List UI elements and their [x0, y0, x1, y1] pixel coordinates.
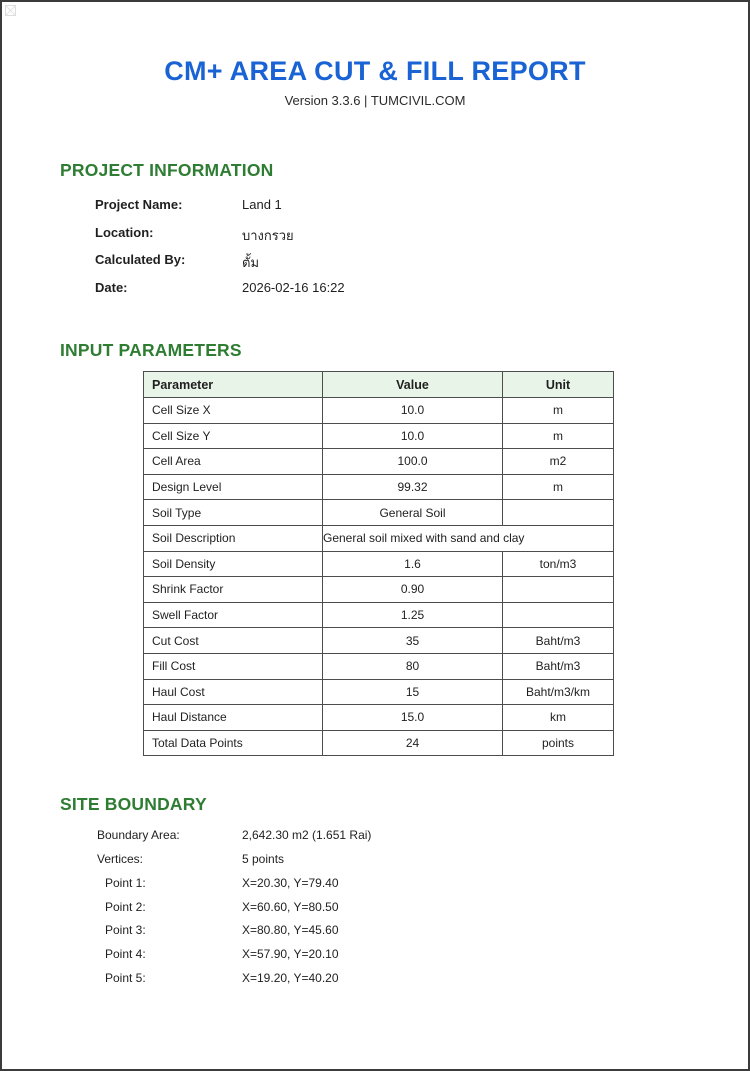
cell-parameter: Cell Size Y — [144, 423, 323, 449]
cell-unit — [503, 577, 614, 603]
cell-parameter: Soil Description — [144, 525, 323, 551]
section-heading-input-parameters: INPUT PARAMETERS — [60, 340, 242, 361]
table-row — [144, 397, 614, 423]
info-row — [95, 225, 748, 253]
cell-value: 0.90 — [323, 577, 503, 603]
field-label: Point 4: — [105, 947, 146, 962]
cell-parameter: Design Level — [144, 474, 323, 500]
field-value: X=57.90, Y=20.10 — [242, 947, 339, 962]
boundary-row — [97, 971, 748, 995]
cell-unit: km — [503, 705, 614, 731]
broken-image-icon — [5, 5, 16, 16]
cell-value: 1.6 — [323, 551, 503, 577]
input-parameters-table — [143, 371, 614, 756]
table-row — [144, 474, 614, 500]
field-value: บางกรวย — [242, 227, 294, 243]
cell-unit: m — [503, 474, 614, 500]
table-row — [144, 551, 614, 577]
field-label: Calculated By: — [95, 252, 186, 268]
cell-parameter: Cell Size X — [144, 397, 323, 423]
site-boundary-fields — [97, 828, 748, 995]
cell-value: General Soil — [323, 500, 503, 526]
field-label: Vertices: — [97, 852, 144, 867]
field-value: X=80.80, Y=45.60 — [242, 923, 339, 938]
table-row — [144, 423, 614, 449]
cell-parameter: Haul Cost — [144, 679, 323, 705]
boundary-row — [97, 947, 748, 971]
boundary-row — [97, 876, 748, 900]
field-label: Point 2: — [105, 899, 146, 914]
field-label: Point 5: — [105, 971, 146, 986]
cell-value: 35 — [323, 628, 503, 654]
cell-value: 10.0 — [323, 397, 503, 423]
table-row — [144, 705, 614, 731]
field-value: X=60.60, Y=80.50 — [242, 899, 339, 914]
cell-value: General soil mixed with sand and clay — [323, 525, 614, 551]
cell-unit: m2 — [503, 449, 614, 475]
cell-value: 15.0 — [323, 705, 503, 731]
cell-parameter: Total Data Points — [144, 730, 323, 756]
cell-parameter: Soil Type — [144, 500, 323, 526]
table-body — [144, 397, 614, 755]
cell-parameter: Shrink Factor — [144, 577, 323, 603]
field-label: Project Name: — [95, 197, 183, 212]
column-header-unit: Unit — [503, 372, 614, 398]
cell-parameter: Fill Cost — [144, 653, 323, 679]
table-row — [144, 602, 614, 628]
table-row — [144, 525, 614, 551]
table-row — [144, 653, 614, 679]
field-value: ตั้ม — [242, 255, 260, 271]
cell-unit — [503, 500, 614, 526]
page-title: CM+ AREA CUT & FILL REPORT — [164, 56, 586, 86]
boundary-row — [97, 900, 748, 924]
section-heading-site-boundary: SITE BOUNDARY — [60, 794, 207, 815]
field-label: Point 3: — [105, 923, 146, 938]
field-label: Point 1: — [105, 875, 146, 890]
cell-parameter: Cell Area — [144, 449, 323, 475]
field-value: 2,642.30 m2 (1.651 Rai) — [242, 828, 372, 843]
info-row — [95, 252, 748, 280]
cell-unit — [503, 602, 614, 628]
field-label: Date: — [95, 279, 128, 295]
table-row — [144, 679, 614, 705]
section-heading-project-information: PROJECT INFORMATION — [60, 160, 274, 180]
cell-unit: m — [503, 397, 614, 423]
cell-value: 99.32 — [323, 474, 503, 500]
cell-value: 100.0 — [323, 449, 503, 475]
cell-value: 24 — [323, 730, 503, 756]
boundary-row — [97, 852, 748, 876]
info-row — [95, 197, 748, 225]
cell-unit: Baht/m3 — [503, 628, 614, 654]
table-row — [144, 577, 614, 603]
field-value: X=20.30, Y=79.40 — [242, 875, 339, 890]
cell-value: 1.25 — [323, 602, 503, 628]
table-row — [144, 500, 614, 526]
cell-value: 80 — [323, 653, 503, 679]
cell-unit: m — [503, 423, 614, 449]
info-row — [95, 280, 748, 308]
column-header-value: Value — [323, 372, 503, 398]
field-value: 5 points — [242, 852, 285, 867]
field-label: Location: — [95, 224, 154, 240]
table-row — [144, 730, 614, 756]
field-value: X=19.20, Y=40.20 — [242, 971, 339, 986]
boundary-row — [97, 828, 748, 852]
field-value: 2026-02-16 16:22 — [242, 279, 345, 295]
cell-parameter: Swell Factor — [144, 602, 323, 628]
column-header-parameter: Parameter — [144, 372, 323, 398]
field-label: Boundary Area: — [97, 828, 180, 843]
cell-unit: Baht/m3 — [503, 653, 614, 679]
table-header-row — [144, 372, 614, 398]
cell-value: 15 — [323, 679, 503, 705]
page-subtitle: Version 3.3.6 | TUMCIVIL.COM — [284, 93, 466, 108]
cell-value: 10.0 — [323, 423, 503, 449]
cell-parameter: Soil Density — [144, 551, 323, 577]
project-info-fields — [95, 197, 748, 307]
boundary-row — [97, 923, 748, 947]
cell-parameter: Haul Distance — [144, 705, 323, 731]
field-value: Land 1 — [242, 197, 282, 212]
cell-unit: points — [503, 730, 614, 756]
cell-parameter: Cut Cost — [144, 628, 323, 654]
cell-unit: ton/m3 — [503, 551, 614, 577]
cell-unit: Baht/m3/km — [503, 679, 614, 705]
table-row — [144, 449, 614, 475]
table-row — [144, 628, 614, 654]
